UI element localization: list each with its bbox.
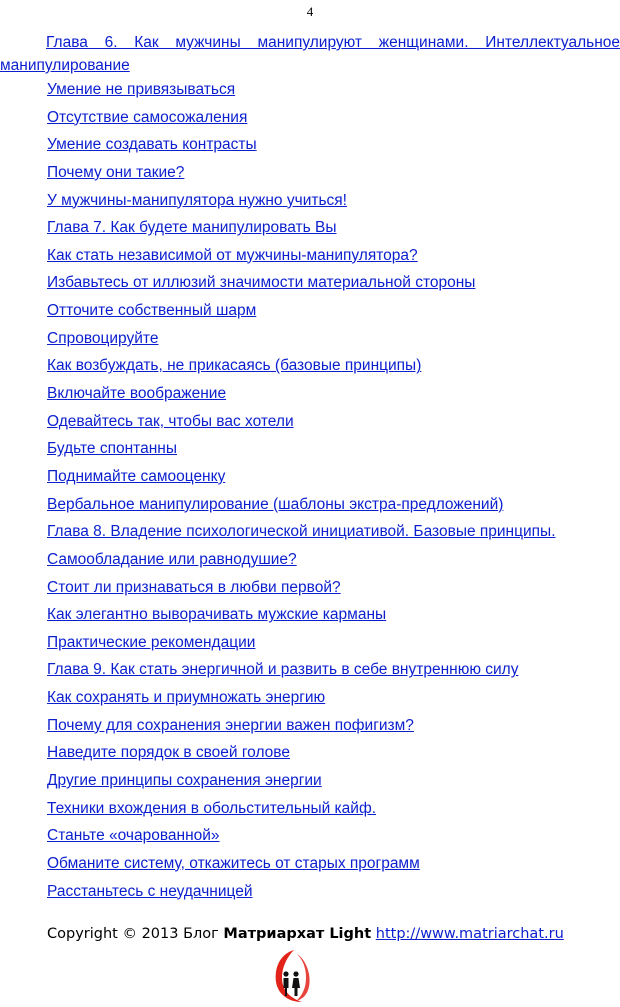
toc-link[interactable]: Глава 8. Владение психологической инициативой. Базовые принципы.: [47, 523, 556, 541]
toc-link[interactable]: Отточите собственный шарм: [47, 302, 257, 320]
toc-entry: [47, 770, 556, 798]
toc-link[interactable]: Стоит ли признаваться в любви первой?: [47, 578, 341, 596]
toc-entry: [47, 881, 556, 909]
blog-name: Матриархат Light: [223, 926, 372, 942]
toc-link[interactable]: Наведите порядок в своей голове: [47, 744, 290, 762]
toc-link[interactable]: Глава 7. Как будете манипулировать Вы: [47, 219, 337, 237]
toc-link[interactable]: Поднимайте самооценку: [47, 467, 226, 485]
toc-entry: [47, 825, 556, 853]
toc-entry: [47, 438, 556, 466]
toc-entry: [47, 715, 556, 743]
toc-entry: [47, 659, 556, 687]
blog-url-link[interactable]: http://www.matriarchat.ru: [375, 926, 564, 942]
toc-entry: [47, 162, 556, 190]
toc-link[interactable]: Расстаньтесь с неудачницей: [47, 882, 253, 900]
logo-red-swoosh: [276, 950, 302, 1002]
toc-entry: [47, 245, 556, 273]
toc-link[interactable]: Умение не привязываться: [47, 81, 236, 98]
toc-link[interactable]: Глава 9. Как стать энергичной и развить в себе внутреннюю силу: [47, 661, 519, 679]
toc-link[interactable]: Самообладание или равнодушие?: [47, 550, 297, 568]
toc-entry: [47, 272, 556, 300]
page-number: 4: [306, 4, 314, 19]
toc-entry: [47, 798, 556, 826]
toc-entry: [47, 577, 556, 605]
logo-red-accent: [296, 954, 310, 1001]
toc-entry: [47, 300, 556, 328]
logo-figure-head-2: [293, 971, 298, 976]
toc-link[interactable]: Практические рекомендации: [47, 633, 256, 651]
logo-figure-head: [283, 971, 288, 976]
toc-entry: [47, 521, 556, 549]
matriarchat-logo-icon: [272, 948, 312, 1004]
toc-link[interactable]: Одевайтесь так, чтобы вас хотели: [47, 412, 294, 430]
toc-link[interactable]: Другие принципы сохранения энергии: [47, 772, 322, 790]
toc-link[interactable]: Как элегантно выворачивать мужские карманы: [47, 606, 387, 624]
toc-entry: [47, 328, 556, 356]
toc-entry: [47, 79, 556, 107]
toc-link[interactable]: Избавьтесь от иллюзий значимости материальной стороны: [47, 274, 476, 292]
toc-entry: [47, 190, 556, 218]
toc-entry: [47, 742, 556, 770]
toc-entry: [47, 549, 556, 577]
toc-link[interactable]: Обманите систему, откажитесь от старых программ: [47, 854, 420, 872]
toc-link[interactable]: Как стать независимой от мужчины-манипулятора?: [47, 246, 418, 264]
toc-link[interactable]: Включайте воображение: [47, 385, 227, 403]
toc-entry: [47, 134, 556, 162]
toc-first-entry: [0, 31, 620, 77]
toc-link[interactable]: Отсутствие самосожаления: [47, 108, 248, 126]
toc-link[interactable]: Умение создавать контрасты: [47, 136, 257, 154]
toc-link[interactable]: У мужчины-манипулятора нужно учиться!: [47, 191, 347, 209]
toc-link[interactable]: Техники вхождения в обольстительный кайф.: [47, 799, 377, 817]
toc-link[interactable]: Как возбуждать, не прикасаясь (базовые принципы): [47, 357, 422, 375]
toc-entry: [47, 687, 556, 715]
toc-link[interactable]: Будьте спонтанны: [47, 440, 177, 458]
table-of-contents: [47, 79, 556, 908]
toc-entry: [47, 494, 556, 522]
toc-entry: [47, 466, 556, 494]
toc-link[interactable]: Станьте «очарованной»: [47, 827, 220, 845]
toc-entry: [47, 355, 556, 383]
toc-link[interactable]: Спровоцируйте: [47, 329, 159, 347]
copyright-text: Copyright © 2013 Блог: [47, 926, 224, 942]
toc-entry: [47, 411, 556, 439]
toc-link[interactable]: Почему для сохранения энергии важен пофигизм?: [47, 716, 414, 734]
toc-entry: [47, 853, 556, 881]
toc-entry: [47, 217, 556, 245]
logo-figure-body-2: [292, 978, 300, 996]
toc-entry: [47, 383, 556, 411]
toc-entry: [47, 604, 556, 632]
footer: [47, 926, 564, 942]
toc-entry: [47, 632, 556, 660]
toc-link[interactable]: Вербальное манипулирование (шаблоны экстра-предложений): [47, 495, 504, 513]
toc-link[interactable]: Как сохранять и приумножать энергию: [47, 689, 326, 707]
toc-entry: [47, 107, 556, 135]
toc-link-chapter-6[interactable]: Глава 6. Как мужчины манипулируют женщинами. Интеллектуальное манипулирование: [0, 34, 620, 74]
toc-link[interactable]: Почему они такие?: [47, 163, 185, 181]
